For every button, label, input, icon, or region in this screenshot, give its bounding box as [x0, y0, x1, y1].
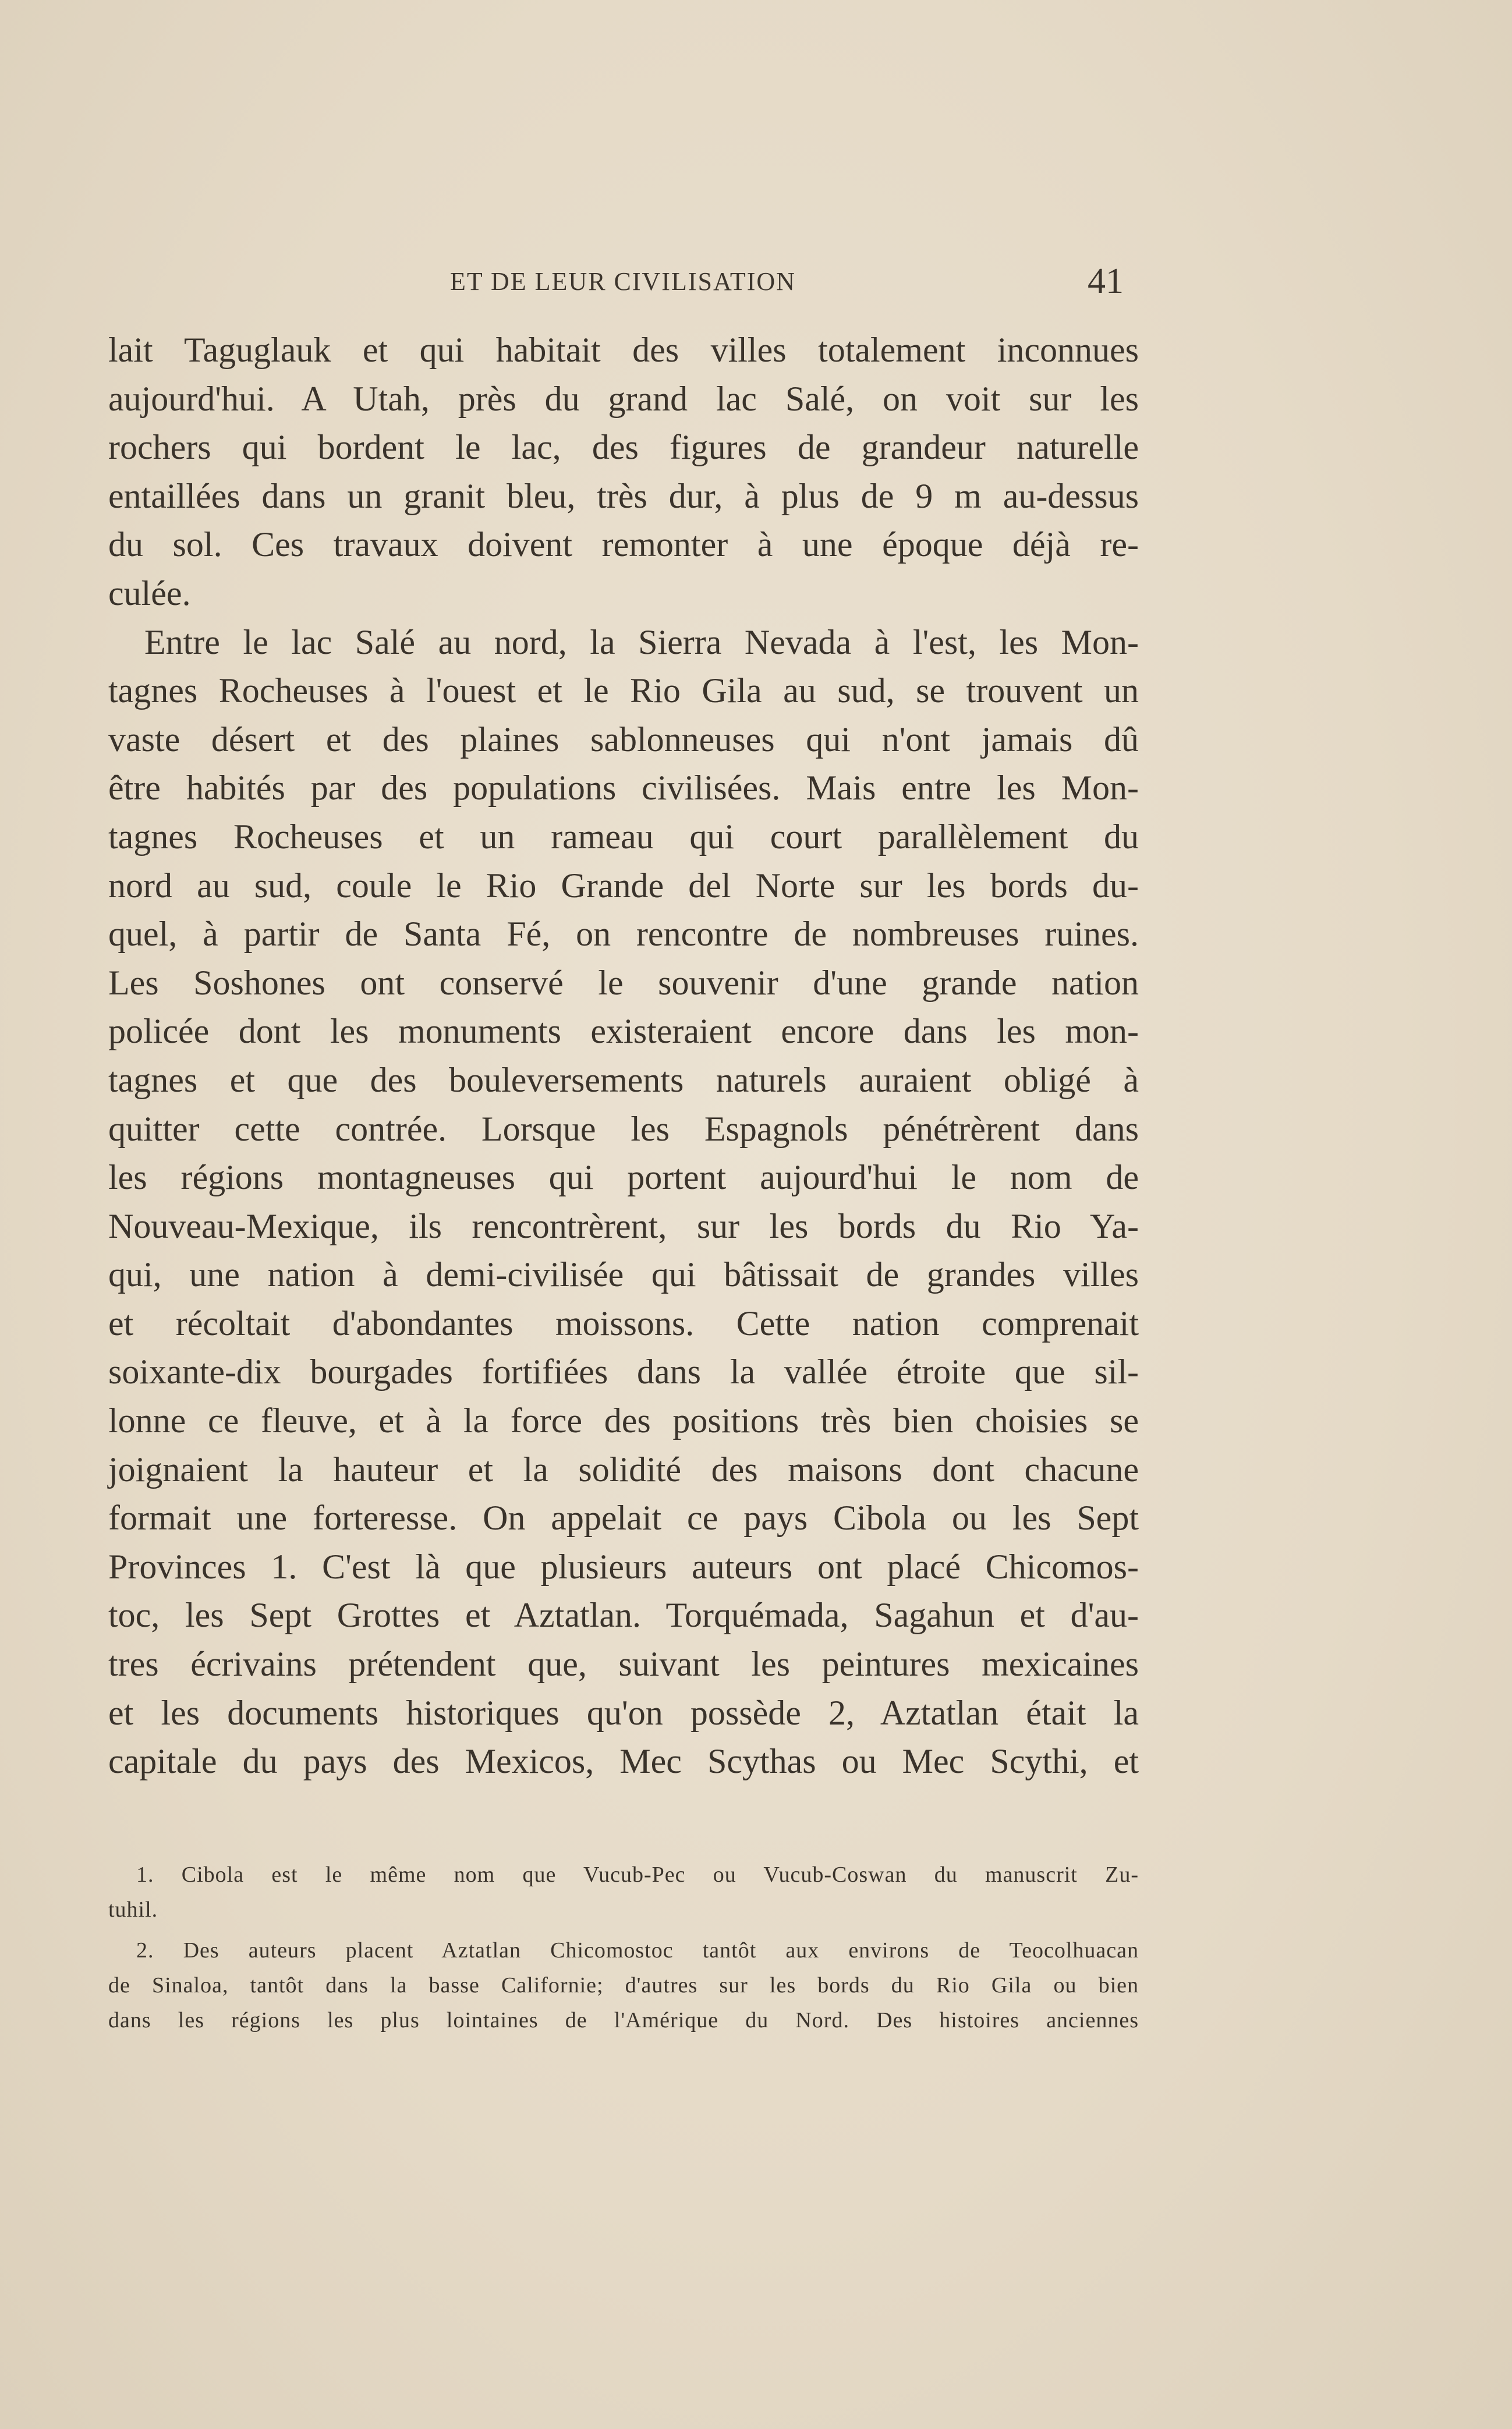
footnote-1-line: 1. Cibola est le même nom que Vucub-Pec ou Vucub-Coswan du manuscrit Zu-	[136, 1863, 1139, 1887]
page-number: 41	[1088, 261, 1124, 301]
text-line: lonne ce fleuve, et à la force des positions très bien choisies se	[108, 1401, 1139, 1440]
footnote-2-line: 2. Des auteurs placent Aztatlan Chicomostoc tantôt aux environs de Teocolhuacan	[136, 1938, 1139, 1963]
footnote-1-line: tuhil.	[108, 1897, 158, 1922]
text-line: joignaient la hauteur et la solidité des maisons dont chacune	[108, 1450, 1139, 1489]
text-line: Entre le lac Salé au nord, la Sierra Nevada à l'est, les Mon-	[144, 622, 1139, 661]
text-line: nord au sud, coule le Rio Grande del Norte sur les bords du-	[108, 866, 1139, 905]
footnote-2-line: dans les régions les plus lointaines de l'Amérique du Nord. Des histoires anciennes	[108, 2008, 1139, 2033]
text-line: tagnes Rocheuses à l'ouest et le Rio Gila au sud, se trouvent un	[108, 671, 1139, 710]
text-line: et les documents historiques qu'on possède 2, Aztatlan était la	[108, 1693, 1139, 1732]
text-line: Provinces 1. C'est là que plusieurs auteurs ont placé Chicomos-	[108, 1547, 1139, 1586]
text-line: les régions montagneuses qui portent aujourd'hui le nom de	[108, 1158, 1139, 1197]
footnotes	[108, 1857, 1139, 2038]
text-line: quel, à partir de Santa Fé, on rencontre de nombreuses ruines.	[108, 915, 1139, 954]
text-line: du sol. Ces travaux doivent remonter à une époque déjà re-	[108, 525, 1139, 564]
text-line: Nouveau-Mexique, ils rencontrèrent, sur les bords du Rio Ya-	[108, 1206, 1139, 1245]
text-line: vaste désert et des plaines sablonneuses qui n'ont jamais dû	[108, 720, 1139, 759]
text-line: quitter cette contrée. Lorsque les Espagnols pénétrèrent dans	[108, 1109, 1139, 1148]
text-line: toc, les Sept Grottes et Aztatlan. Torquémada, Sagahun et d'au-	[108, 1596, 1139, 1635]
text-line: tagnes Rocheuses et un rameau qui court parallèlement du	[108, 817, 1139, 856]
body-text	[108, 326, 1139, 1786]
text-line: entaillées dans un granit bleu, très dur, à plus de 9 m au-dessus	[108, 476, 1139, 515]
text-line: tres écrivains prétendent que, suivant les peintures mexicaines	[108, 1645, 1139, 1684]
text-line: rochers qui bordent le lac, des figures de grandeur naturelle	[108, 428, 1139, 467]
text-line: tagnes et que des bouleversements naturels auraient obligé à	[108, 1060, 1139, 1099]
text-line: aujourd'hui. A Utah, près du grand lac Salé, on voit sur les	[108, 379, 1139, 418]
text-line: être habités par des populations civilisées. Mais entre les Mon-	[108, 769, 1139, 808]
text-line: et récoltait d'abondantes moissons. Cette nation comprenait	[108, 1304, 1139, 1343]
text-line: formait une forteresse. On appelait ce pays Cibola ou les Sept	[108, 1499, 1139, 1538]
text-line: capitale du pays des Mexicos, Mec Scythas ou Mec Scythi, et	[108, 1742, 1139, 1781]
footnote-spacer	[108, 1927, 1139, 1933]
footnote-2-line: de Sinaloa, tantôt dans la basse Californie; d'autres sur les bords du Rio Gila ou bien	[108, 1973, 1139, 1998]
text-line: culée.	[108, 573, 191, 612]
running-head: ET DE LEUR CIVILISATION	[450, 267, 796, 296]
text-line: soixante-dix bourgades fortifiées dans la vallée étroite que sil-	[108, 1352, 1139, 1391]
text-line: lait Taguglauk et qui habitait des villes totalement inconnues	[108, 331, 1139, 369]
text-line: qui, une nation à demi-civilisée qui bâtissait de grandes villes	[108, 1255, 1139, 1294]
text-line: Les Soshones ont conservé le souvenir d'une grande nation	[108, 963, 1139, 1002]
text-line: policée dont les monuments existeraient encore dans les mon-	[108, 1012, 1139, 1051]
